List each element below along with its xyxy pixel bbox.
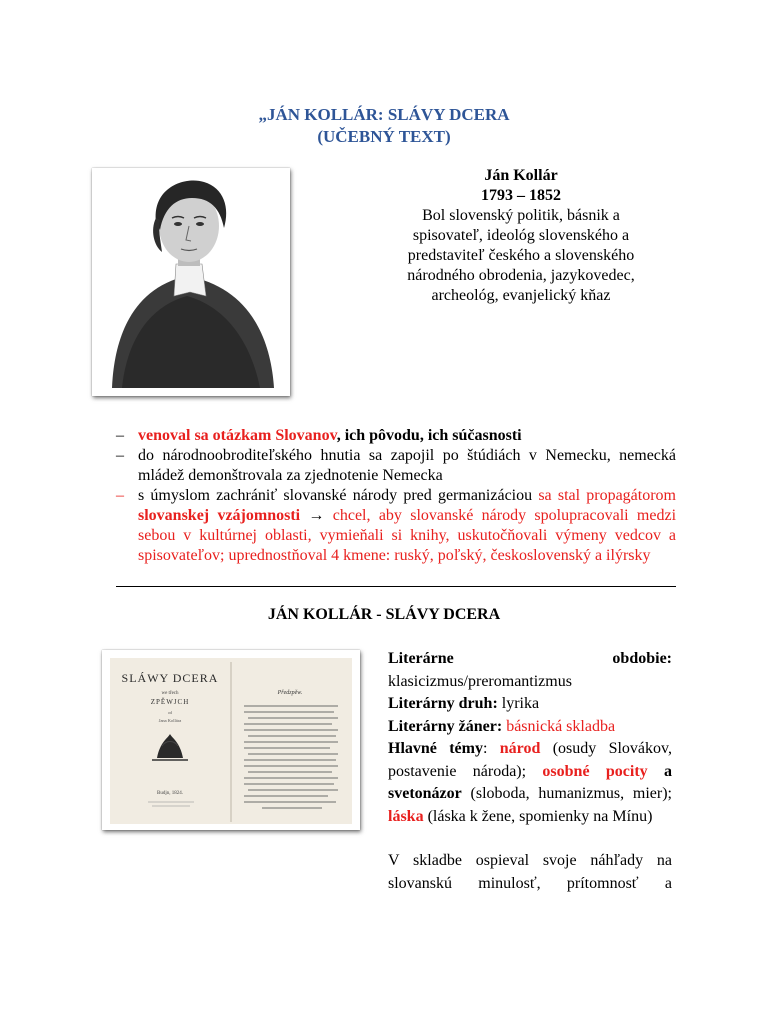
dash-marker: – — [116, 447, 124, 464]
theme-nation: národ — [499, 740, 541, 757]
info-literary-period — [388, 648, 672, 671]
info-literary-genre — [388, 716, 672, 739]
book-left-sub: Jana Kollára — [158, 718, 182, 723]
bio-line: archeológ, evanjelický kňaz — [431, 287, 611, 304]
title-line-2: (UČEBNÝ TEXT) — [317, 127, 451, 146]
highlight-bold-text: slovanskej vzájomnosti — [138, 507, 301, 524]
book-left-sub: od — [168, 710, 172, 715]
value-genre: básnická skladba — [502, 717, 616, 735]
spacer — [388, 828, 672, 850]
list-item — [116, 426, 676, 446]
book-right-title: Předzpěw. — [277, 690, 303, 696]
bio-line: národného obrodenia, jazykovedec, — [407, 267, 635, 284]
label-period: Literárne — [388, 650, 454, 667]
book-illustration — [102, 650, 360, 830]
portrait-photo — [92, 168, 290, 396]
highlight-text: sa stal propagátorom — [538, 487, 677, 504]
info-paragraph-line: slovanskú minulosť, prítomnosť a — [388, 874, 672, 892]
book-left-city: Budjn, 1824. — [157, 791, 183, 796]
value-kind: lyrika — [497, 695, 540, 712]
bio-line: Bol slovenský politik, básnik a — [422, 207, 620, 224]
label-genre: Literárny žáner: — [388, 717, 503, 735]
info-literary-kind — [388, 693, 672, 716]
theme-nation-desc: (osudy Slovákov, postavenie národa); — [388, 740, 672, 780]
book-left-title: SLÁWY DCERA — [121, 671, 219, 685]
title-line-1: „JÁN KOLLÁR: SLÁVY DCERA — [258, 105, 510, 124]
theme-worldview: a svetonázor — [388, 762, 673, 802]
theme-love: láska — [388, 807, 424, 825]
facts-list — [116, 426, 676, 566]
info-paragraph-line: V skladbe ospieval svoje náhľady na — [388, 852, 672, 869]
book-title-page-image — [102, 650, 360, 830]
theme-personal: osobné pocity — [542, 762, 648, 780]
list-item — [116, 446, 676, 486]
item-text: s úmyslom zachrániť slovanské národy pred germanizáciou — [138, 487, 539, 504]
author-bio — [386, 166, 656, 306]
work-info — [388, 648, 672, 895]
info-main-themes — [388, 738, 672, 828]
divider — [116, 586, 676, 587]
bio-line: predstaviteľ českého a slovenského — [407, 247, 635, 264]
arrow-icon: → — [300, 507, 333, 524]
dash-marker: – — [116, 427, 124, 444]
author-years: 1793 – 1852 — [481, 187, 561, 204]
label-kind: Literárny druh: — [388, 695, 498, 712]
highlight-text: chcel, aby slovanské národy spolupracovali medzi sebou v kultúrnej oblasti, vymieňali si knihy, uskutočňovali výmeny vedcov a spisovateľov; uprednostňoval 4 kmene: ruský, poľský, československý a ilýrsky — [138, 507, 677, 564]
theme-love-desc: (láska k žene, spomienky na Mínu) — [427, 807, 653, 825]
themes-colon: : — [482, 740, 488, 757]
book-left-sub: we třech — [161, 691, 179, 696]
bio-line: spisovateľ, ideológ slovenského a — [412, 227, 630, 244]
highlight-text: venoval sa otázkam Slovanov — [138, 427, 337, 444]
book-left-sub: ZPĚWJCH — [150, 698, 190, 706]
label-period-2: obdobie: — [612, 650, 672, 667]
bold-text: , ich pôvodu, ich súčasnosti — [336, 427, 522, 444]
theme-worldview-desc: (sloboda, humanizmus, mier); — [470, 785, 673, 802]
section-title: JÁN KOLLÁR - SLÁVY DCERA — [267, 606, 501, 623]
document-title — [0, 104, 768, 148]
portrait-illustration — [92, 168, 290, 396]
dash-marker: – — [116, 487, 124, 504]
author-name: Ján Kollár — [484, 167, 558, 184]
item-text: do národnoobroditeľského hnutia sa zapojil po štúdiách v Nemecku, nemecká mládež demonštrovala za zjednotenie Nemecka — [138, 447, 676, 484]
label-themes: Hlavné témy — [388, 740, 483, 757]
list-item — [116, 486, 676, 566]
info-period-value: klasicizmus/preromantizmus — [388, 672, 572, 690]
